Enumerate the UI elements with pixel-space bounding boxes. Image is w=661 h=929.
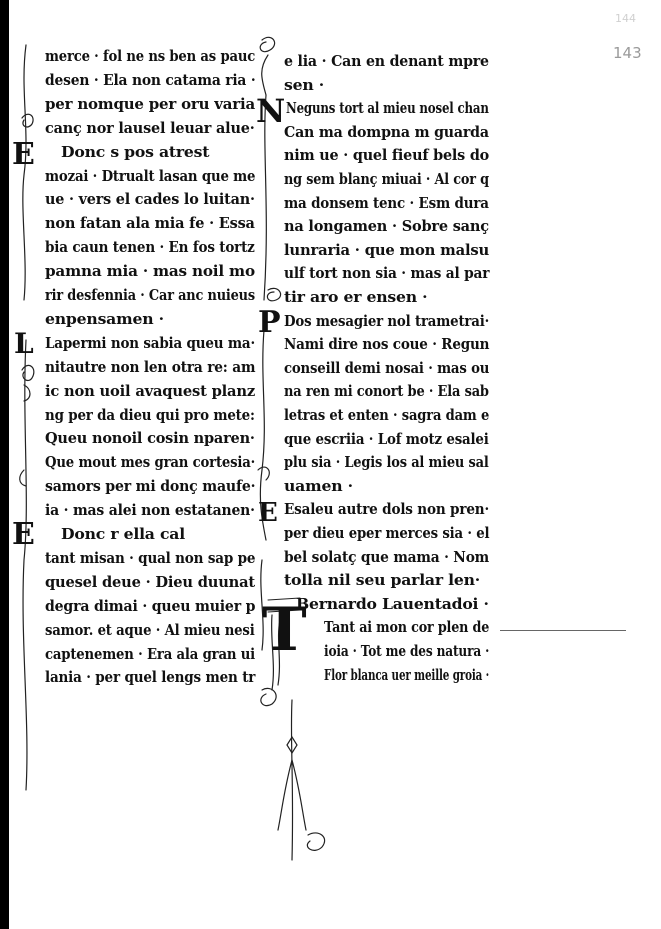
initial-e-col2: E: [258, 498, 278, 528]
manuscript-line: Flor blanca uer meille groia ·: [324, 666, 490, 684]
manuscript-line: samors per mi donç maufe·: [45, 478, 256, 496]
manuscript-line: degra dimai · queu muier p: [45, 597, 256, 615]
manuscript-line: Bernardo Lauentadoi ·: [296, 595, 489, 613]
manuscript-line: Dos mesagier nol trametrai·: [284, 312, 490, 330]
manuscript-line: desen · Ela non catama ria ·: [45, 71, 256, 89]
manuscript-line: Que mout mes gran cortesia·: [45, 454, 256, 472]
manuscript-line: Esaleu autre dols non pren·: [284, 501, 489, 519]
manuscript-line: ma donsem tenc · Esm dura: [284, 194, 489, 212]
manuscript-line: lania · per quel lengs men tr: [45, 669, 256, 687]
manuscript-line: na ren mi conort be · Ela sab: [284, 383, 489, 401]
manuscript-line: captenemen · Era ala gran ui: [45, 645, 256, 663]
manuscript-line: Tant ai mon cor plen de: [324, 619, 490, 637]
manuscript-line: Lapermi non sabia queu ma·: [45, 334, 255, 352]
manuscript-line: ng sem blanç miuai · Al cor q: [284, 171, 489, 188]
manuscript-line: quesel deue · Dieu duunat: [45, 573, 255, 591]
manuscript-line: enpensamen ·: [45, 310, 164, 328]
manuscript-line: tant misan · qual non sap pe: [45, 549, 256, 567]
initial-n-col2: N: [256, 92, 286, 130]
manuscript-line: bia caun tenen · En fos tortz: [45, 239, 255, 257]
manuscript-line: uamen ·: [284, 477, 353, 495]
manuscript-line: nim ue · quel fieuf bels do: [284, 147, 490, 165]
manuscript-line: pamna mia · mas noil mo: [45, 263, 255, 281]
manuscript-line: Queu nonoil cosin nparen·: [45, 430, 255, 448]
manuscript-line: na longamen · Sobre sanç: [284, 218, 489, 236]
manuscript-line: ia · mas alei non estatanen·: [45, 502, 255, 520]
manuscript-line: sen ·: [284, 76, 324, 94]
folio-number: 143: [613, 44, 642, 62]
manuscript-line: e lia · Can en denant mpre: [284, 53, 489, 70]
initial-e-col1b: E: [12, 517, 35, 552]
initial-t-col2: T: [262, 595, 307, 665]
initial-e-col1a: E: [12, 137, 35, 172]
manuscript-line: Can ma dompna m guarda: [284, 123, 489, 141]
manuscript-line: mozai · Dtrualt lasan que me: [45, 167, 256, 185]
folio-number-faint: 144: [615, 12, 636, 25]
manuscript-line: ioia · Tot me des natura ·: [324, 643, 490, 660]
manuscript-line: ulf tort non sia · mas al par: [284, 265, 490, 283]
manuscript-line: nitautre non len otra re: am: [45, 358, 256, 376]
initial-l-col1: L: [14, 327, 34, 360]
initial-p-col2: P: [258, 305, 281, 340]
manuscript-line: per nomque per oru varia: [45, 95, 255, 113]
manuscript-line: per dieu eper merces sia · el: [284, 525, 490, 542]
manuscript-line: que escriia · Lof motz esalei: [284, 430, 489, 448]
manuscript-line: ue · vers el cades lo luitan·: [45, 191, 255, 209]
manuscript-line: lunraria · que mon malsu: [284, 241, 490, 259]
manuscript-line: bel solatç que mama · Nom: [284, 548, 490, 566]
manuscript-line: plu sia · Legis los al mieu sal: [284, 454, 489, 472]
manuscript-line: ic non uoil avaquest planz: [45, 382, 256, 400]
manuscript-line: merce · fol ne ns ben as pauc: [45, 48, 256, 65]
manuscript-line: canç nor lausel leuar alue·: [45, 119, 255, 137]
manuscript-line: Donc r ella cal: [61, 526, 185, 543]
manuscript-line: non fatan ala mia fe · Essa: [45, 215, 255, 233]
manuscript-line: ng per da dieu qui pro mete:: [45, 406, 255, 424]
manuscript-line: rir desfennia · Car anc nuieus: [45, 287, 255, 304]
margin-rule: [500, 630, 626, 631]
manuscript-line: tir aro er ensen ·: [284, 289, 428, 306]
manuscript-line: samor. et aque · Al mieu nesi: [45, 621, 255, 639]
manuscript-line: conseill demi nosai · mas ou: [284, 359, 490, 377]
manuscript-line: tolla nil seu parlar len·: [284, 572, 481, 590]
manuscript-line: Nami dire nos coue · Regun: [284, 336, 490, 354]
manuscript-line: Donc s pos atrest: [61, 143, 210, 161]
manuscript-line: letras et enten · sagra dam e: [284, 407, 490, 424]
manuscript-line: Neguns tort al mieu nosel chan: [286, 100, 489, 118]
